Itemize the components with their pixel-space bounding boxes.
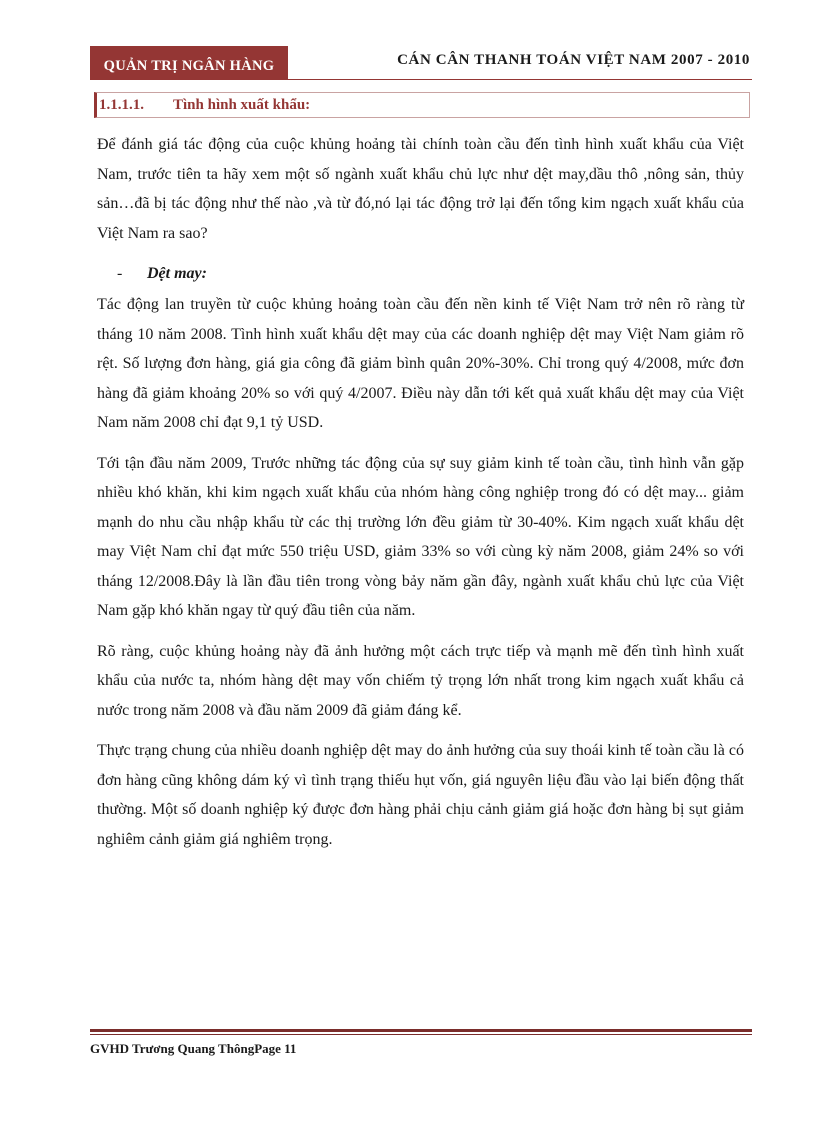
header-course-label: QUẢN TRỊ NGÂN HÀNG xyxy=(90,46,288,80)
footer-divider-thick xyxy=(90,1029,752,1032)
page-footer: GVHD Trương Quang ThôngPage 11 xyxy=(90,1041,297,1056)
section-number: 1.1.1.1. xyxy=(99,97,144,113)
section-title: Tình hình xuất khẩu: xyxy=(173,97,311,113)
body-paragraph: Tới tận đầu năm 2009, Trước những tác động của sự suy giảm kinh tế toàn cầu, tình hình vẫn gặp nhiều khó khăn, khi kim ngạch xuất khẩu của nhóm hàng công nghiệp trong đó có dệt may... giảm mạnh do nhu cầu nhập khẩu từ các thị trường lớn đều giảm từ 30-40%. Kim ngạch xuất khẩu dệt may Việt Nam chỉ đạt mức 550 triệu USD, giảm 33% so với cùng kỳ năm 2008, giảm 24% so với tháng 12/2008.Đây là lần đầu tiên trong vòng bảy năm gần đây, ngành xuất khẩu chủ lực của Việt Nam gặp khó khăn ngay từ quý đầu tiên của năm. xyxy=(97,454,744,619)
bullet-dash: - xyxy=(117,265,123,282)
bullet-item-textiles xyxy=(97,259,744,288)
section-heading xyxy=(94,92,750,118)
document-body xyxy=(97,130,744,865)
body-paragraph: Rõ ràng, cuộc khủng hoảng này đã ảnh hưởng một cách trực tiếp và mạnh mẽ đến tình hình xuất khẩu của nước ta, nhóm hàng dệt may vốn chiếm tỷ trọng lớn nhất trong kim ngạch xuất khẩu cả nước trong năm 2008 và đầu năm 2009 đã giảm đáng kể. xyxy=(97,642,744,719)
bullet-label: Dệt may: xyxy=(147,265,207,282)
body-paragraph: Thực trạng chung của nhiều doanh nghiệp dệt may do ảnh hưởng của suy thoái kinh tế toàn cầu là có đơn hàng cũng không dám ký vì tình trạng thiếu hụt vốn, giá nguyên liệu đầu vào lại biến động thất thường. Một số doanh nghiệp ký được đơn hàng phải chịu cảnh giảm giá hoặc đơn hàng bị sụt giảm nghiêm cảnh giảm giá nghiêm trọng. xyxy=(97,742,744,848)
header-divider xyxy=(288,79,752,80)
intro-paragraph: Để đánh giá tác động của cuộc khủng hoảng tài chính toàn cầu đến tình hình xuất khẩu của Việt Nam, trước tiên ta hãy xem một số ngành xuất khẩu chủ lực như dệt may,dầu thô ,nông sản, thủy sản…đã bị tác động như thế nào ,và từ đó,nó lại tác động trở lại đến tổng kim ngạch xuất khẩu của Việt Nam ra sao? xyxy=(97,136,744,242)
header-document-title: CÁN CÂN THANH TOÁN VIỆT NAM 2007 - 2010 xyxy=(397,52,750,68)
page-header xyxy=(90,46,752,80)
body-paragraph: Tác động lan truyền từ cuộc khủng hoảng toàn cầu đến nền kinh tế Việt Nam trở nên rõ ràng từ tháng 10 năm 2008. Tình hình xuất khẩu dệt may của các doanh nghiệp dệt may Việt Nam giảm rõ rệt. Số lượng đơn hàng, giá gia công đã giảm bình quân 20%-30%. Chỉ trong quý 4/2008, mức đơn hàng đã giảm khoảng 20% so với quý 4/2007. Điều này dẫn tới kết quả xuất khẩu dệt may của Việt Nam năm 2008 chỉ đạt 9,1 tỷ USD. xyxy=(97,296,744,431)
footer-divider-thin xyxy=(90,1034,752,1035)
